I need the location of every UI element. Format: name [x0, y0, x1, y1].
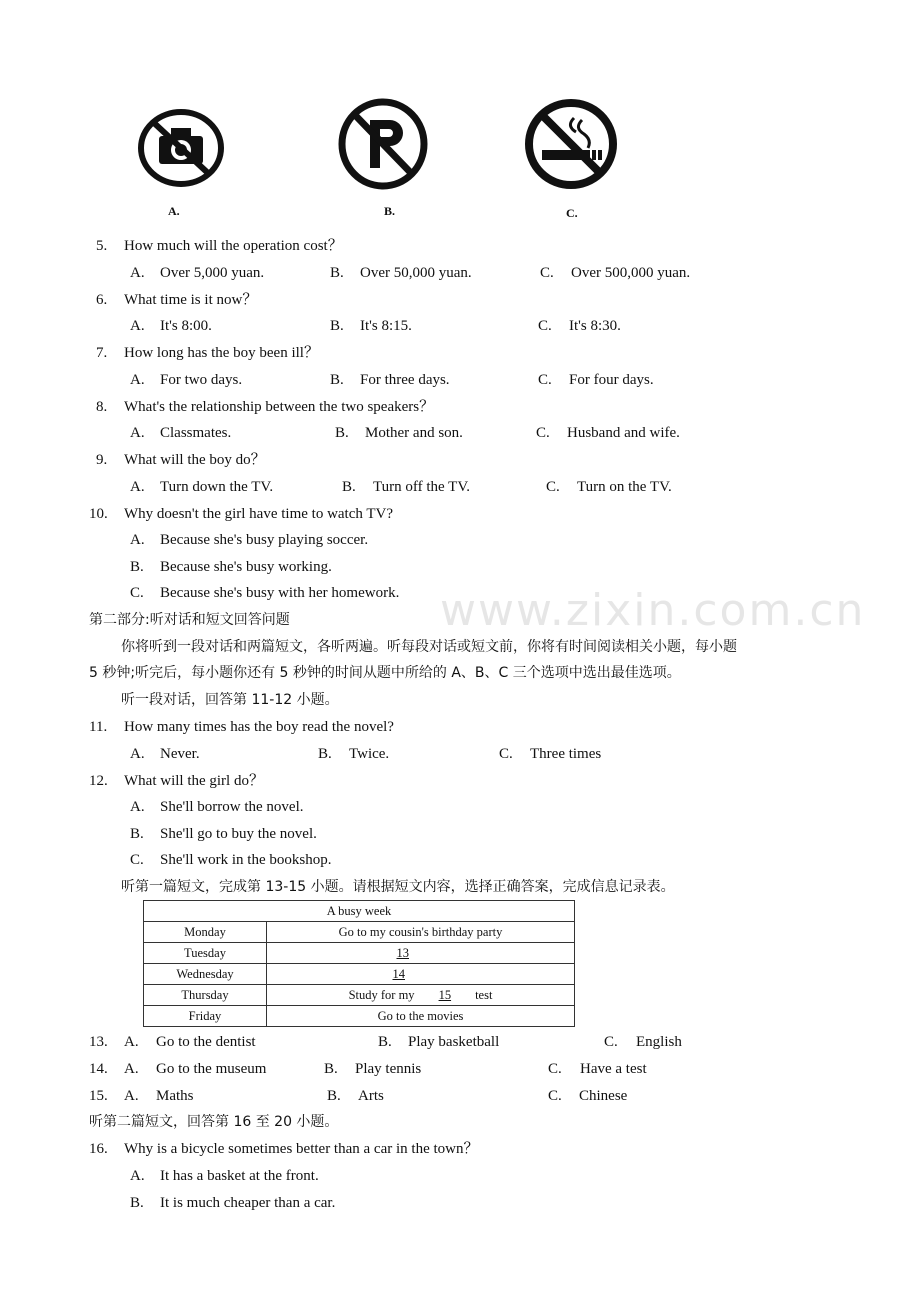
- q10-option-a-letter: A.: [130, 532, 145, 548]
- q6-option-a: It's 8:00.: [160, 318, 212, 334]
- question-11-text: How many times has the boy read the novel?: [124, 719, 394, 735]
- q10-option-b-letter: B.: [130, 559, 144, 575]
- q14-option-c-letter: C.: [548, 1061, 562, 1077]
- q9-option-b-letter: B.: [342, 479, 356, 495]
- question-6-text: What time is it now？: [124, 292, 258, 308]
- q6-option-a-letter: A.: [130, 318, 145, 334]
- q10-option-c-letter: C.: [130, 585, 144, 601]
- q15-option-c-letter: C.: [548, 1088, 562, 1104]
- q7-option-a-letter: A.: [130, 372, 145, 388]
- q5-option-c: Over 500,000 yuan.: [571, 265, 691, 281]
- q8-option-c-letter: C.: [536, 425, 550, 441]
- q14-option-a: Go to the museum: [156, 1061, 267, 1077]
- q7-option-c-letter: C.: [538, 372, 552, 388]
- q12-option-c-letter: C.: [130, 852, 144, 868]
- watermark: www.zixin.com.cn: [440, 585, 866, 636]
- activity-cell: [267, 943, 575, 964]
- activity-cell: [267, 964, 575, 985]
- question-16-text: Why is a bicycle sometimes better than a car in the town？: [124, 1141, 479, 1157]
- question-8-number: 8.: [96, 399, 108, 415]
- table-row: [144, 1006, 575, 1027]
- q7-option-b: For three days.: [360, 372, 450, 388]
- question-11-number: 11.: [89, 719, 108, 735]
- q5-option-a: Over 5,000 yuan.: [160, 265, 265, 281]
- activity-cell: [267, 1006, 575, 1027]
- q16-option-a-letter: A.: [130, 1168, 145, 1184]
- q14-option-b-letter: B.: [324, 1061, 338, 1077]
- q16-option-a: It has a basket at the front.: [160, 1168, 319, 1184]
- day-cell: Wednesday: [144, 964, 267, 985]
- q6-option-b: It's 8:15.: [360, 318, 412, 334]
- day-cell: Thursday: [144, 985, 267, 1006]
- activity-text: Go to my cousin's birthday party: [338, 924, 503, 939]
- q11-option-b-letter: B.: [318, 746, 332, 762]
- activity-cell: [267, 922, 575, 943]
- q7-option-a: For two days.: [160, 372, 243, 388]
- q15-option-b-letter: B.: [327, 1088, 341, 1104]
- q11-option-c-letter: C.: [499, 746, 513, 762]
- day-cell: Friday: [144, 1006, 267, 1027]
- q9-option-a-letter: A.: [130, 479, 145, 495]
- q13-option-c-letter: C.: [604, 1034, 618, 1050]
- q8-option-a-letter: A.: [130, 425, 145, 441]
- activity-text-suffix: test: [475, 987, 493, 1002]
- q13-option-a: Go to the dentist: [156, 1034, 256, 1050]
- q9-option-b: Turn off the TV.: [373, 479, 470, 495]
- question-6-number: 6.: [96, 292, 108, 308]
- busy-week-table: [143, 900, 575, 1027]
- q12-option-b: She'll go to buy the novel.: [160, 826, 317, 842]
- q5-option-c-letter: C.: [540, 265, 554, 281]
- q5-option-b-letter: B.: [330, 265, 344, 281]
- passage1-instructions: 听第一篇短文，完成第 13-15 小题。请根据短文内容，选择正确答案，完成信息记录表。: [121, 879, 675, 895]
- question-12-text: What will the girl do？: [124, 773, 264, 789]
- table-row: [144, 943, 575, 964]
- table-row: [144, 964, 575, 985]
- q12-option-a: She'll borrow the novel.: [160, 799, 304, 815]
- question-9-number: 9.: [96, 452, 108, 468]
- q11-option-a-letter: A.: [130, 746, 145, 762]
- q10-option-a: Because she's busy playing soccer.: [160, 532, 369, 548]
- q7-option-c: For four days.: [569, 372, 654, 388]
- q6-option-c: It's 8:30.: [569, 318, 621, 334]
- question-10-text: Why doesn't the girl have time to watch TV?: [124, 506, 394, 522]
- q8-option-a: Classmates.: [160, 425, 232, 441]
- q11-option-a: Never.: [160, 746, 200, 762]
- blank-15: 15: [438, 987, 452, 1002]
- q16-option-b: It is much cheaper than a car.: [160, 1195, 336, 1211]
- q12-option-a-letter: A.: [130, 799, 145, 815]
- question-5-text: How much will the operation cost？: [124, 238, 343, 254]
- q8-option-c: Husband and wife.: [567, 425, 680, 441]
- q9-option-c-letter: C.: [546, 479, 560, 495]
- day-cell: Monday: [144, 922, 267, 943]
- q13-option-b: Play basketball: [408, 1034, 500, 1050]
- q6-option-c-letter: C.: [538, 318, 552, 334]
- no-camera-icon: [137, 108, 225, 193]
- question-9-text: What will the boy do？: [124, 452, 266, 468]
- q9-option-c: Turn on the TV.: [577, 479, 672, 495]
- q16-option-b-letter: B.: [130, 1195, 144, 1211]
- question-5-number: 5.: [96, 238, 108, 254]
- q5-option-a-letter: A.: [130, 265, 145, 281]
- question-7-number: 7.: [96, 345, 108, 361]
- q7-option-b-letter: B.: [330, 372, 344, 388]
- question-13-number: 13.: [89, 1034, 108, 1050]
- question-12-number: 12.: [89, 773, 108, 789]
- q11-option-b: Twice.: [349, 746, 390, 762]
- question-15-number: 15.: [89, 1088, 108, 1104]
- q14-option-b: Play tennis: [355, 1061, 422, 1077]
- table-title: A busy week: [144, 901, 575, 922]
- q10-option-b: Because she's busy working.: [160, 559, 332, 575]
- q11-option-c: Three times: [530, 746, 602, 762]
- blank-13: 13: [396, 945, 409, 960]
- q13-option-c: English: [636, 1034, 682, 1050]
- question-14-number: 14.: [89, 1061, 108, 1077]
- q13-option-a-letter: A.: [124, 1034, 139, 1050]
- no-parking-icon: [338, 98, 428, 195]
- question-16-number: 16.: [89, 1141, 108, 1157]
- q15-option-a-letter: A.: [124, 1088, 139, 1104]
- q12-option-c: She'll work in the bookshop.: [160, 852, 332, 868]
- q9-option-a: Turn down the TV.: [160, 479, 274, 495]
- q13-option-b-letter: B.: [378, 1034, 392, 1050]
- q8-option-b: Mother and son.: [365, 425, 463, 441]
- table-row: [144, 985, 575, 1006]
- day-cell: Tuesday: [144, 943, 267, 964]
- q14-option-a-letter: A.: [124, 1061, 139, 1077]
- q5-option-b: Over 50,000 yuan.: [360, 265, 472, 281]
- q8-option-b-letter: B.: [335, 425, 349, 441]
- activity-cell: [267, 985, 575, 1006]
- q6-option-b-letter: B.: [330, 318, 344, 334]
- question-8-text: What's the relationship between the two speakers？: [124, 399, 435, 415]
- passage2-instructions: 听第二篇短文，回答第 16 至 20 小题。: [89, 1114, 339, 1130]
- no-smoking-icon: [524, 98, 618, 195]
- q14-option-c: Have a test: [580, 1061, 647, 1077]
- q12-option-b-letter: B.: [130, 826, 144, 842]
- activity-text: Study for my: [348, 987, 415, 1002]
- q15-option-b: Arts: [358, 1088, 384, 1104]
- activity-text: Go to the movies: [377, 1008, 464, 1023]
- question-10-number: 10.: [89, 506, 108, 522]
- part2-heading: 第二部分:听对话和短文回答问题: [89, 612, 290, 628]
- table-row: [144, 922, 575, 943]
- blank-14: 14: [392, 966, 405, 981]
- question-7-text: How long has the boy been ill？: [124, 345, 319, 361]
- sign-label-b: B.: [384, 204, 396, 218]
- q10-option-c: Because she's busy with her homework.: [160, 585, 400, 601]
- sign-label-c: C.: [566, 206, 578, 220]
- part2-instructions-line2: 5 秒钟;听完后，每小题你还有 5 秒钟的时间从题中所给的 A、B、C 三个选项中选出最佳选项。: [89, 665, 681, 681]
- sign-label-a: A.: [168, 204, 180, 218]
- dialog-instructions: 听一段对话，回答第 11-12 小题。: [121, 692, 339, 708]
- q15-option-c: Chinese: [579, 1088, 628, 1104]
- part2-instructions-line1: 你将听到一段对话和两篇短文，各听两遍。听每段对话或短文前，你将有时间阅读相关小题，每小题: [121, 639, 737, 655]
- q15-option-a: Maths: [156, 1088, 194, 1104]
